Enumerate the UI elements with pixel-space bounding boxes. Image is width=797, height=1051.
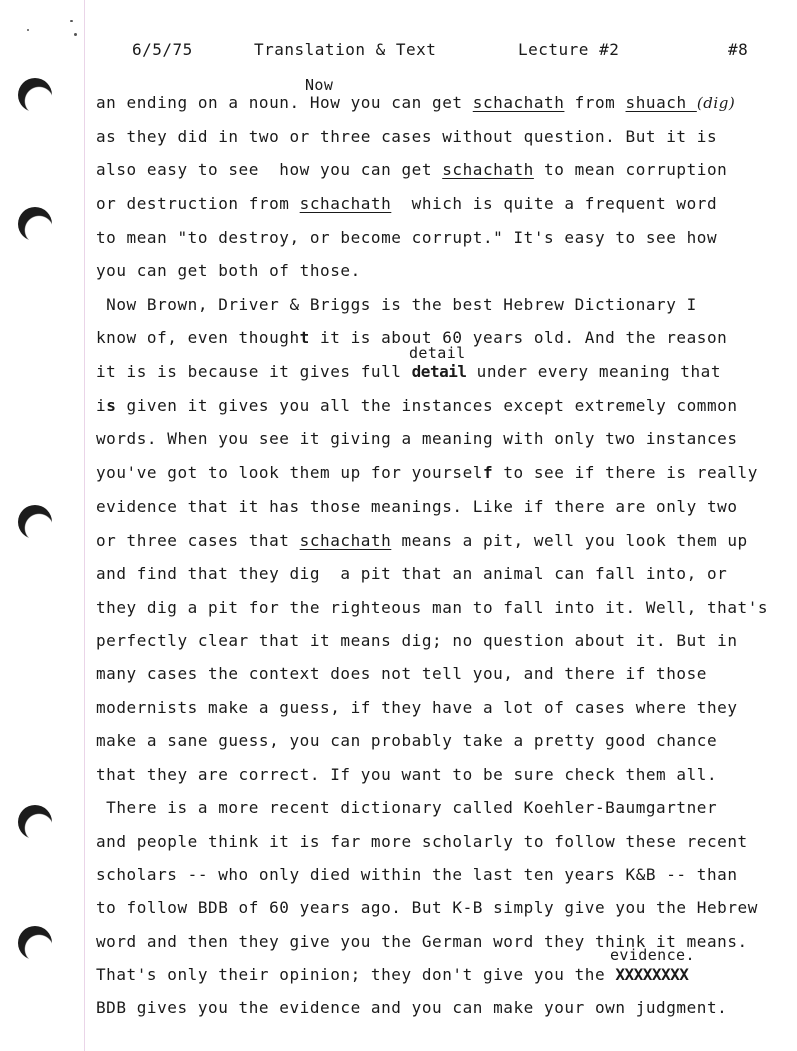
text-line: and find that they dig a pit that an animal can fall into, or [96, 564, 728, 583]
text-line: or three cases that schachath means a pit, well you look them up [96, 531, 748, 550]
text-line: to follow BDB of 60 years ago. But K-B simply give you the Hebrew [96, 898, 758, 917]
text-line: perfectly clear that it means dig; no question about it. But in [96, 631, 738, 650]
text-line: know of, even thought it is about 60 years old. And the reason [96, 328, 728, 347]
text-line: as they did in two or three cases without question. But it is [96, 127, 718, 146]
text-line: they dig a pit for the righteous man to fall into it. Well, that's [96, 598, 769, 617]
binder-hole [18, 926, 52, 960]
overstrike: detail [411, 362, 467, 381]
overstrike: t [299, 328, 310, 347]
hebrew-word: schachath [442, 160, 534, 179]
overstrike: s [106, 396, 117, 415]
text-line: words. When you see it giving a meaning with only two instances [96, 429, 738, 448]
text-line: That's only their opinion; they don't give you the XXXXXXXX [96, 965, 689, 984]
text-line: to mean "to destroy, or become corrupt." It's easy to see how [96, 228, 718, 247]
speck [74, 33, 77, 36]
header-date: 6/5/75 [132, 40, 193, 59]
insertion-evidence: evidence. [610, 946, 695, 964]
text-line: an ending on a noun. How you can get schachath from shuach (dig) [96, 93, 736, 112]
text-line: is given it gives you all the instances except extremely common [96, 396, 738, 415]
text-line: and people think it is far more scholarly to follow these recent [96, 832, 748, 851]
binder-hole [18, 207, 52, 241]
text-line: There is a more recent dictionary called Koehler-Baumgartner [96, 798, 718, 817]
text-line: it is is because it gives full detail under every meaning that [96, 362, 722, 381]
speck [27, 29, 29, 31]
hebrew-word: schachath [472, 93, 565, 112]
hebrew-word: schachath [299, 531, 392, 550]
header-page-number: #8 [728, 40, 749, 59]
text-line: you can get both of those. [96, 261, 361, 280]
hebrew-word: shuach [625, 93, 697, 112]
text-line: many cases the context does not tell you, and there if those [96, 664, 707, 683]
text-line: scholars -- who only died within the last ten years K&B -- than [96, 865, 738, 884]
header-lecture: Lecture #2 [518, 40, 620, 59]
insertion-now: Now [305, 76, 334, 94]
text-line: evidence that it has those meanings. Like if there are only two [96, 497, 738, 516]
handwritten-note: (dig) [696, 94, 736, 112]
binder-hole [18, 505, 52, 539]
binder-hole [18, 805, 52, 839]
text-line: you've got to look them up for yourself to see if there is really [96, 463, 758, 482]
insertion-detail: detail [409, 344, 466, 362]
text-line: modernists make a guess, if they have a lot of cases where they [96, 698, 738, 717]
text-line: that they are correct. If you want to be sure check them all. [96, 765, 718, 784]
struck-out-word: XXXXXXXX [615, 965, 689, 984]
speck [70, 20, 73, 22]
margin-rule [84, 0, 85, 1051]
hebrew-word: schachath [299, 194, 392, 213]
header-title: Translation & Text [254, 40, 437, 59]
text-line: also easy to see how you can get schachath to mean corruption [96, 160, 728, 179]
overstrike: f [482, 463, 494, 482]
text-line: word and then they give you the German word they think it means. [96, 932, 748, 951]
text-line: or destruction from schachath which is quite a frequent word [96, 194, 718, 213]
text-line: make a sane guess, you can probably take a pretty good chance [96, 731, 718, 750]
text-line: BDB gives you the evidence and you can make your own judgment. [96, 998, 728, 1017]
binder-hole [18, 78, 52, 112]
text-line: Now Brown, Driver & Briggs is the best Hebrew Dictionary I [96, 295, 697, 314]
